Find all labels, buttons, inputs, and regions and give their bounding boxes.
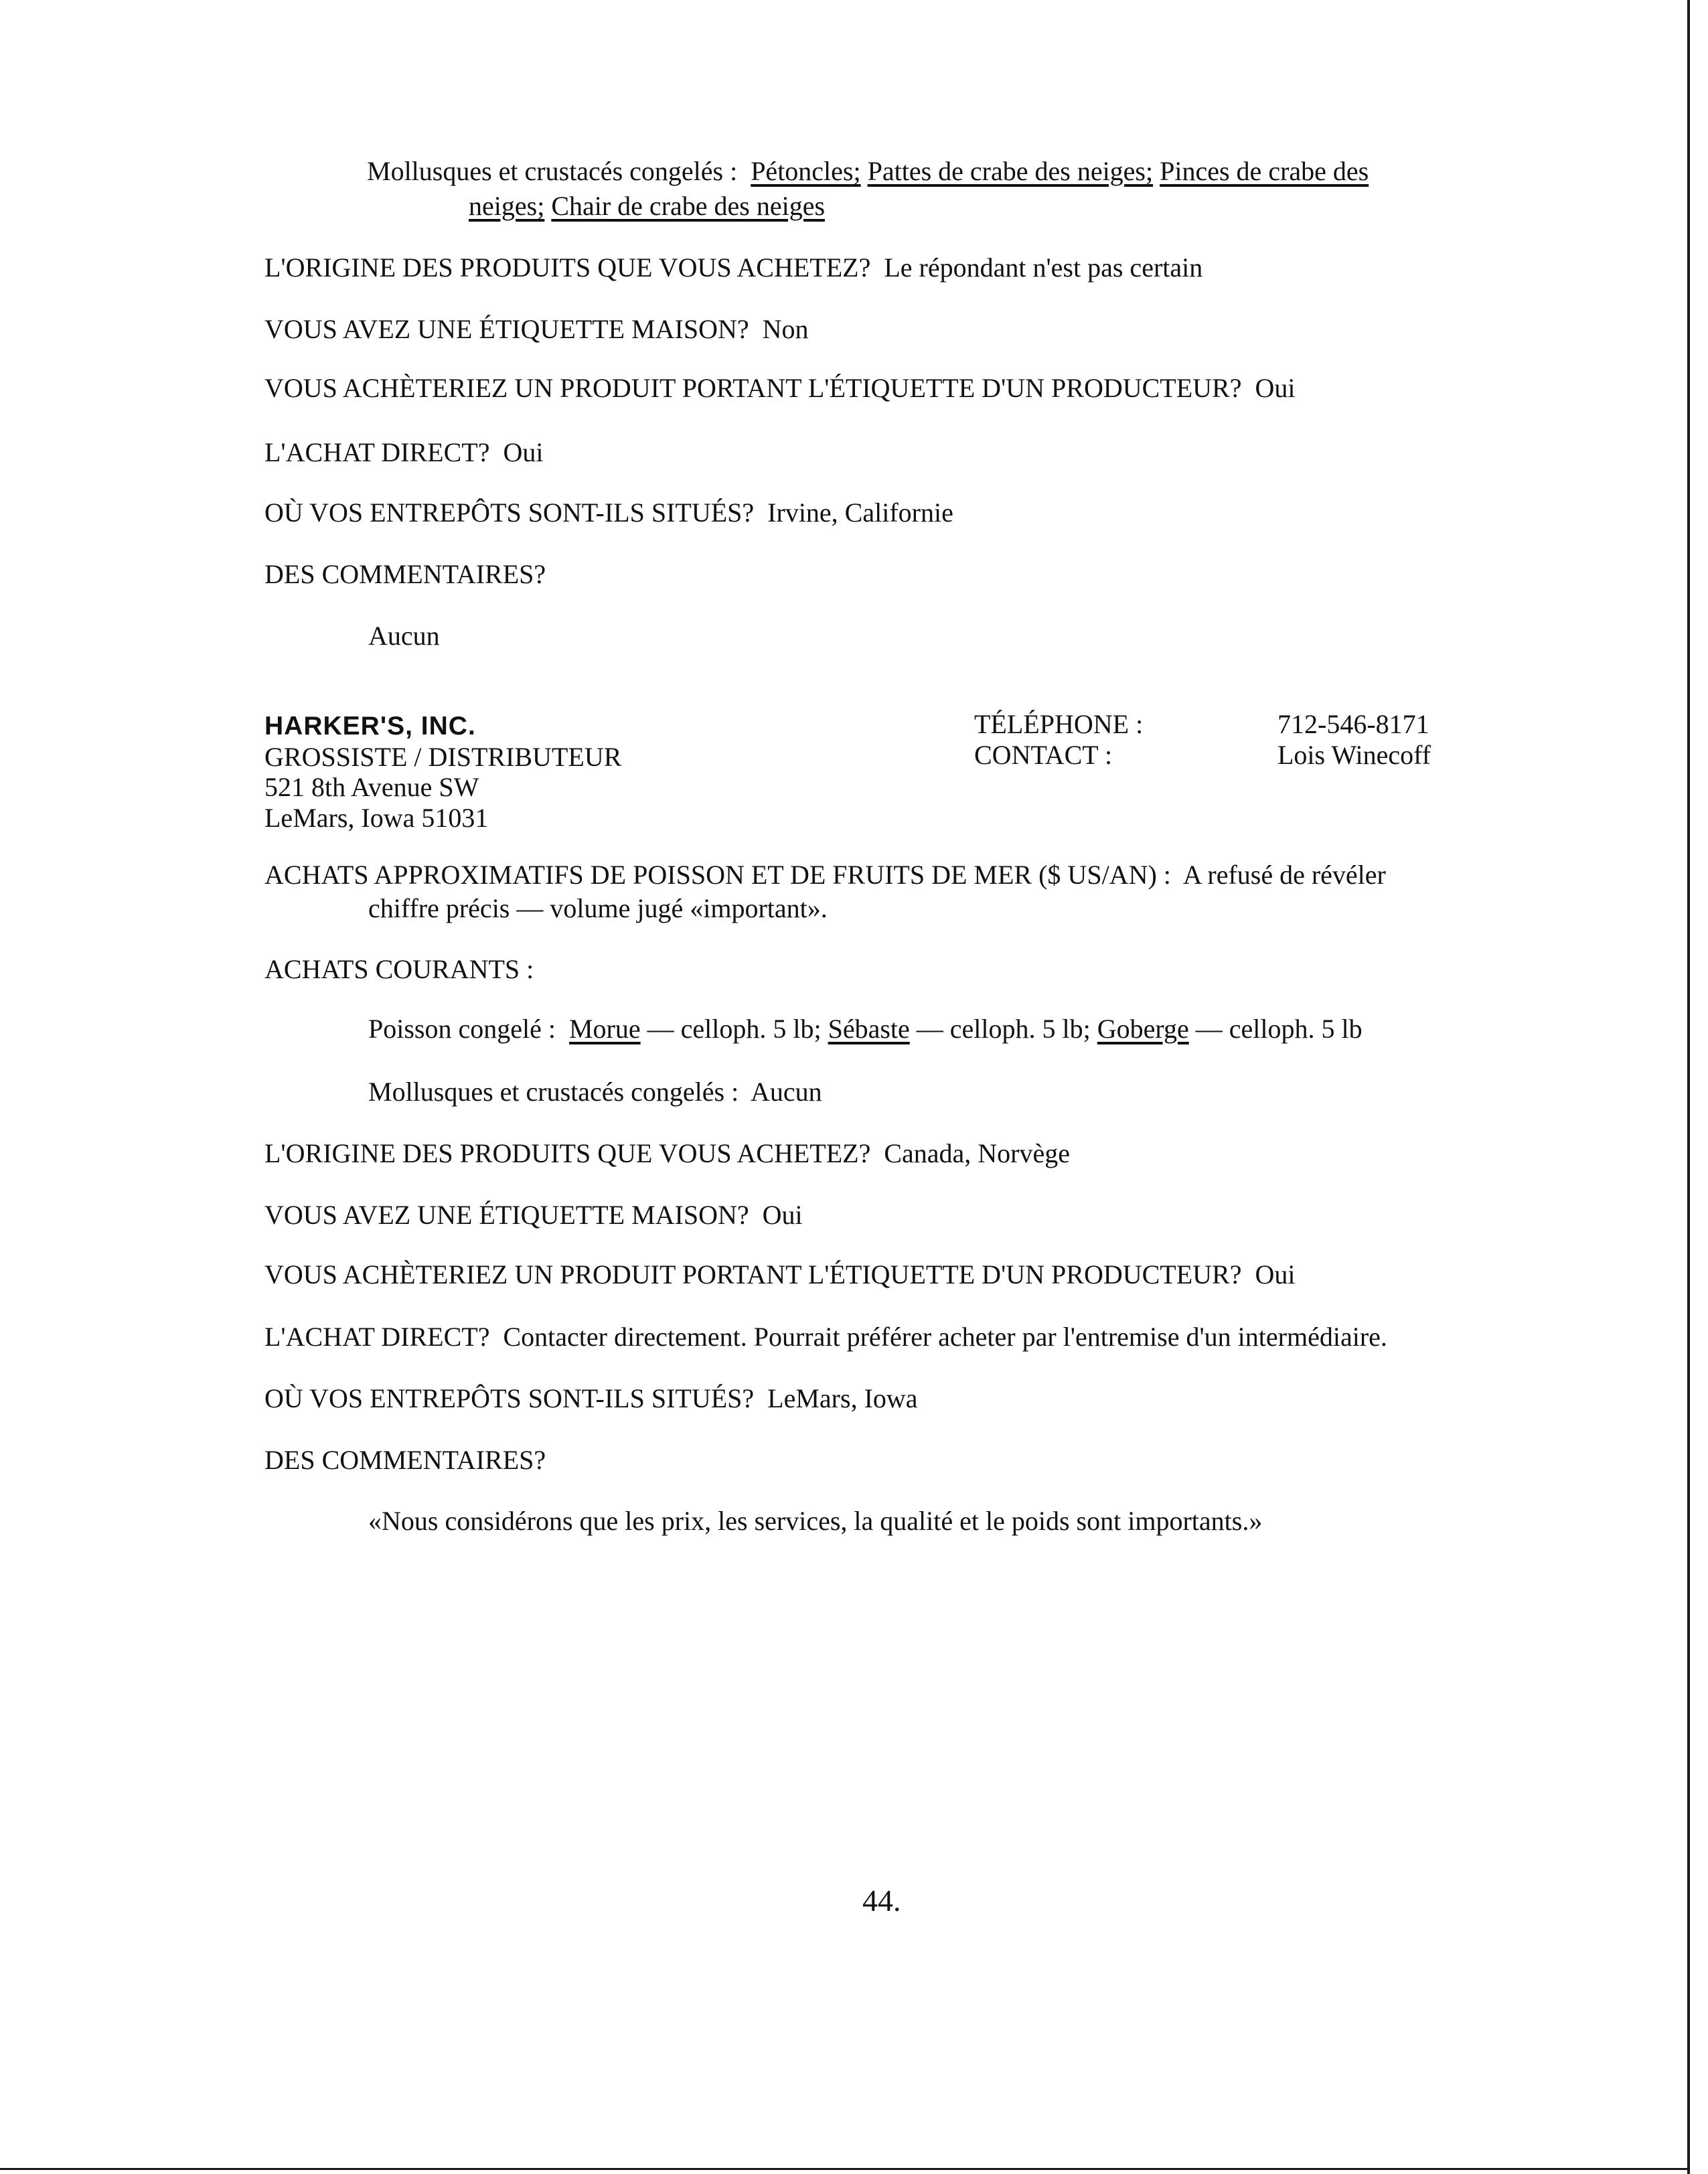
fish-name: Goberge xyxy=(1097,1014,1189,1044)
answer: Non xyxy=(762,314,809,344)
page-edge-right xyxy=(1687,0,1690,2174)
company-address-line-2: LeMars, Iowa 51031 xyxy=(264,803,489,833)
answer: LeMars, Iowa xyxy=(767,1383,918,1413)
shellfish-label: Mollusques et crustacés congelés : xyxy=(367,156,738,186)
contact-value: Lois Winecoff xyxy=(1277,740,1431,770)
company-address-line-1: 521 8th Avenue SW xyxy=(264,772,479,802)
fish-name: Sébaste xyxy=(828,1014,910,1044)
qa-producer-label xyxy=(264,372,1296,404)
answer: Canada, Norvège xyxy=(884,1138,1070,1168)
comments-text: Aucun xyxy=(368,621,440,651)
question: L'ACHAT DIRECT? xyxy=(264,437,490,467)
company-name: HARKER'S, INC. xyxy=(264,712,476,741)
question: OÙ VOS ENTREPÔTS SONT-ILS SITUÉS? xyxy=(264,1383,755,1413)
comments-label: DES COMMENTAIRES? xyxy=(264,1445,546,1475)
current-purchases-label: ACHATS COURANTS : xyxy=(264,954,534,984)
approx-purchases-value: A refusé de révéler xyxy=(1182,860,1386,890)
answer: Oui xyxy=(1255,1259,1296,1290)
answer: Contacter directement. Pourrait préférer acheter par l'entremise d'un intermédiaire. xyxy=(503,1322,1387,1352)
qa-warehouse xyxy=(264,1383,918,1415)
phone-label: TÉLÉPHONE : xyxy=(974,709,1144,739)
question: L'ORIGINE DES PRODUITS QUE VOUS ACHETEZ? xyxy=(264,1138,871,1168)
comments-label: DES COMMENTAIRES? xyxy=(264,559,546,589)
question: VOUS ACHÈTERIEZ UN PRODUIT PORTANT L'ÉTIQUETTE D'UN PRODUCTEUR? xyxy=(264,373,1242,403)
qa-house-label xyxy=(264,313,809,345)
frozen-shellfish-line xyxy=(368,1076,822,1108)
approx-purchases xyxy=(264,859,1386,891)
question: OÙ VOS ENTREPÔTS SONT-ILS SITUÉS? xyxy=(264,497,755,528)
phone-value: 712-546-8171 xyxy=(1277,709,1429,739)
frozen-fish-line xyxy=(368,1013,1363,1045)
company-type: GROSSISTE / DISTRIBUTEUR xyxy=(264,742,622,772)
answer: Oui xyxy=(503,437,544,467)
frozen-shellfish-label: Mollusques et crustacés congelés : xyxy=(368,1077,739,1107)
answer: Irvine, Californie xyxy=(767,497,953,528)
shellfish-item: Pinces de crabe des xyxy=(1160,156,1369,186)
shellfish-item: Chair de crabe des neiges xyxy=(551,191,826,221)
answer: Oui xyxy=(1255,373,1296,403)
qa-direct-purchase xyxy=(264,1321,1387,1353)
question: VOUS ACHÈTERIEZ UN PRODUIT PORTANT L'ÉTIQUETTE D'UN PRODUCTEUR? xyxy=(264,1259,1242,1290)
contact-label: CONTACT : xyxy=(974,740,1113,770)
shellfish-line xyxy=(367,155,1369,187)
fish-detail: — celloph. 5 lb; xyxy=(909,1014,1097,1044)
qa-warehouse xyxy=(264,497,953,529)
qa-origin xyxy=(264,1138,1070,1170)
fish-detail: — celloph. 5 lb xyxy=(1188,1014,1363,1044)
shellfish-item: neiges; xyxy=(469,191,545,221)
question: VOUS AVEZ UNE ÉTIQUETTE MAISON? xyxy=(264,1200,749,1230)
qa-house-label xyxy=(264,1199,803,1231)
page-number: 44. xyxy=(862,1883,901,1918)
approx-purchases-label: ACHATS APPROXIMATIFS DE POISSON ET DE FRUITS DE MER ($ US/AN) : xyxy=(264,860,1171,890)
qa-origin xyxy=(264,252,1202,284)
frozen-shellfish-value: Aucun xyxy=(750,1077,822,1107)
shellfish-item: Pétoncles; xyxy=(751,156,861,186)
frozen-fish-label: Poisson congelé : xyxy=(368,1014,556,1044)
question: VOUS AVEZ UNE ÉTIQUETTE MAISON? xyxy=(264,314,749,344)
shellfish-line-cont xyxy=(469,190,825,222)
question: L'ACHAT DIRECT? xyxy=(264,1322,490,1352)
fish-detail: — celloph. 5 lb; xyxy=(640,1014,828,1044)
page-edge-bottom xyxy=(0,2168,1690,2170)
question: L'ORIGINE DES PRODUITS QUE VOUS ACHETEZ? xyxy=(264,252,871,283)
comments-text: «Nous considérons que les prix, les services, la qualité et le poids sont importants.» xyxy=(368,1506,1263,1536)
answer: Oui xyxy=(762,1200,803,1230)
fish-name: Morue xyxy=(568,1014,641,1044)
approx-purchases-cont: chiffre précis — volume jugé «important». xyxy=(368,893,828,923)
qa-producer-label xyxy=(264,1259,1296,1291)
qa-direct-purchase xyxy=(264,437,543,469)
shellfish-item: Pattes de crabe des neiges; xyxy=(867,156,1154,186)
answer: Le répondant n'est pas certain xyxy=(884,252,1203,283)
